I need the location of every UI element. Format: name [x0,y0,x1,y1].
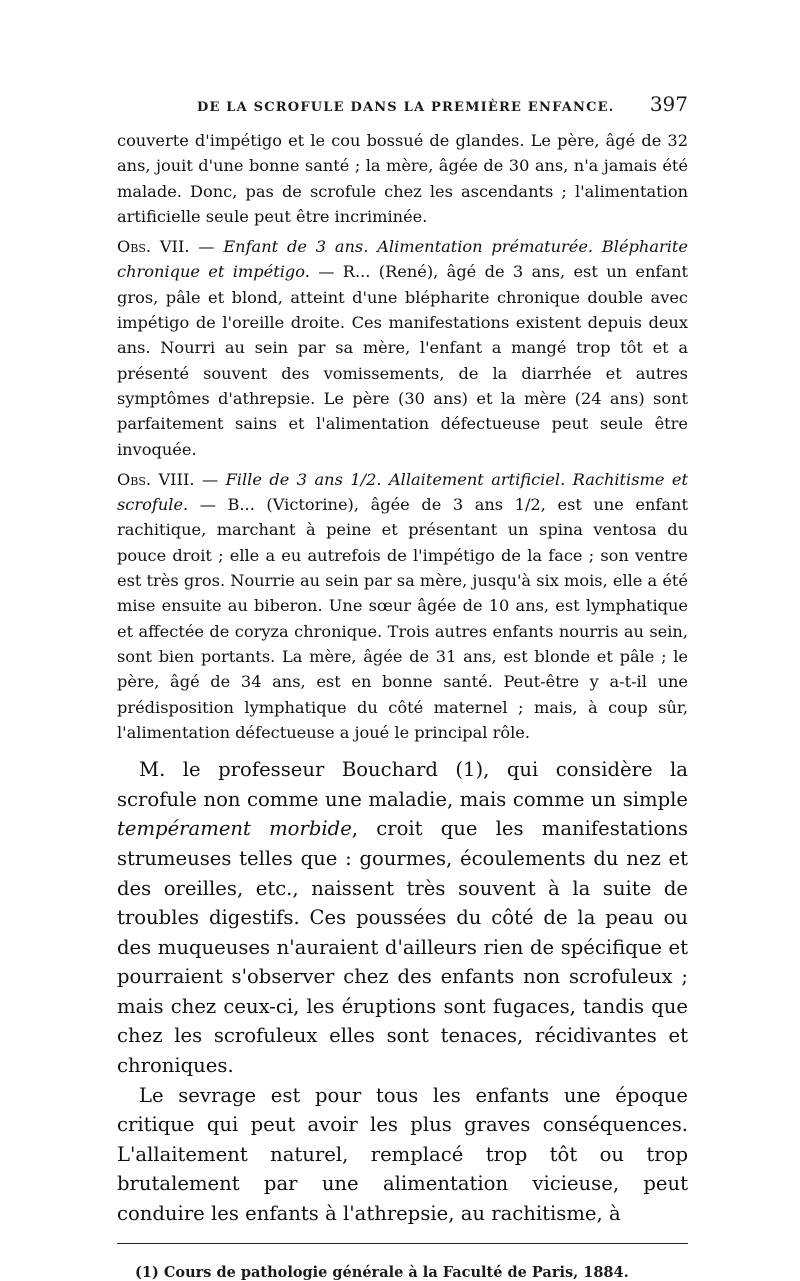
book-page [117,92,688,1281]
paragraph-bouchard-part2: , croit que les manifestations strumeuses telles que : gourmes, écoulements du nez et des oreilles, etc., naissent très souvent à la suite de troubles digestifs. Ces poussées du côté de la peau ou des muqueuses n'auraient d'ailleurs rien de spécifique et pourraient s'observer chez des enfants non scrofuleux ; mais chez ceux-ci, les éruptions sont fugaces, tandis que chez les scrofuleux elles sont tenaces, récidivantes et chroniques. [117,817,688,1078]
paragraph-bouchard-part1: M. le professeur Bouchard (1), qui considère la scrofule non comme une maladie, mais comme un simple [117,758,688,811]
observation-8-text: — B... (Victorine), âgée de 3 ans 1/2, est une enfant rachitique, marchant à peine et présentant un spina ventosa du pouce droit ; elle a eu autrefois de l'impétigo de la face ; son ventre est très gros. Nourrie au sein par sa mère, jusqu'à six mois, elle a été mise ensuite au biberon. Une sœur âgée de 10 ans, est lymphatique et affectée de coryza chronique. Trois autres enfants nourris au sein, sont bien portants. La mère, âgée de 31 ans, est blonde et pâle ; le père, âgé de 34 ans, est en bonne santé. Peut-être y a-t-il une prédisposition lymphatique du côté maternel ; mais, à coup sûr, l'alimentation défectueuse a joué le principal rôle. [117,495,688,742]
footnote: (1) Cours de pathologie générale à la Faculté de Paris, 1884. [135,1263,629,1281]
running-title: DE LA SCROFULE DANS LA PREMIÈRE ENFANCE. [197,100,615,115]
paragraph-bouchard-italic: tempérament morbide [117,817,352,841]
observation-7-title: Enfant de 3 ans. Alimentation prématurée. Blépharite chronique et impétigo. [117,237,688,282]
footnote-divider [117,1243,688,1244]
observation-8-dash: — [194,469,226,489]
observation-7-dash: — [189,237,224,257]
paragraph-sevrage: Le sevrage est pour tous les enfants une époque critique qui peut avoir les plus graves conséquences. L'allaitement naturel, remplacé trop tôt ou trop brutalement par une alimentation vicieuse, peut conduire les enfants à l'athrepsie, au rachitisme, à [117,1083,688,1226]
page-header [117,92,688,128]
paragraph-bouchard [117,755,688,1081]
observation-8-label: Obs. VIII. [117,469,195,489]
observation-7-label: Obs. VII. [117,237,190,257]
page-number: 397 [649,92,688,116]
observation-8-title: Fille de 3 ans 1/2. Allaitement artificiel. Rachitisme et scrofule. [117,469,688,515]
observation-7-text: — R... (René), âgé de 3 ans, est un enfant gros, pâle et blond, atteint d'une blépharite chronique double avec impétigo de l'oreille droite. Ces manifestations existent depuis deux ans. Nourri au sein par sa mère, l'enfant a mangé trop tôt et a présenté souvent des vomissements, de la diarrhée et autres symptômes d'athrepsie. Le père (30 ans) et la mère (24 ans) sont parfaitement sains et l'alimentation défectueuse peut seule être invoquée. [117,262,688,459]
observation-7 [117,234,688,462]
continuation-paragraph: couverte d'impétigo et le cou bossué de glandes. Le père, âgé de 32 ans, jouit d'une bonne santé ; la mère, âgée de 30 ans, n'a jamais été malade. Donc, pas de scrofule chez les ascendants ; l'alimentation artificielle seule peut être incriminée. [117,131,688,226]
observation-8 [117,467,688,745]
